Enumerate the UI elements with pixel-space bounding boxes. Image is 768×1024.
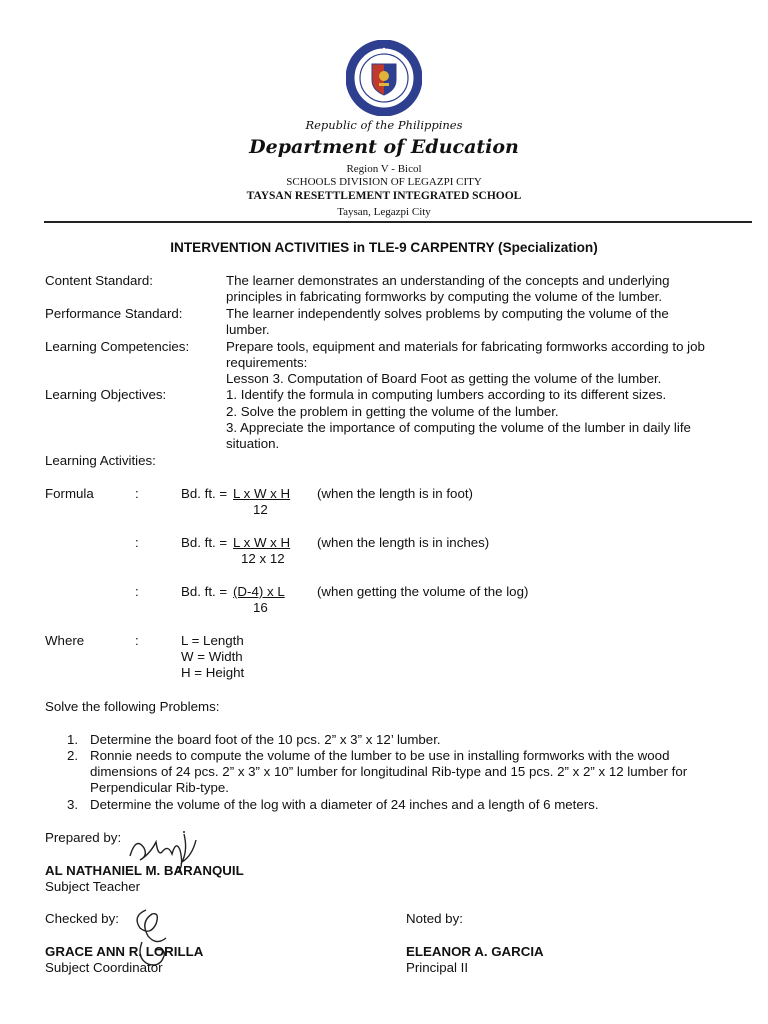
region-line: Region V - Bicol	[346, 163, 422, 175]
school-address: Taysan, Legazpi City	[337, 206, 431, 218]
seal-icon	[346, 40, 422, 116]
deped-seal	[346, 40, 422, 116]
lesson-text: Lesson 3. Computation of Board Foot as getting the volume of the lumber.	[226, 371, 662, 386]
formula-2-numerator: L x W x H	[233, 535, 291, 550]
problem-2-text: Ronnie needs to compute the volume of the lumber to be use in installing formworks with the wood dimensions of 24 pcs. 2” x 3” x 10” lumber for longitudinal Rib-type and 15 pcs. 2” x 2” x 12 lumber for Perpendicular Rib-type.	[90, 748, 688, 796]
formula-3-numerator: (D-4) x L	[233, 584, 285, 599]
formula-2-colon: :	[135, 535, 139, 550]
formula-label: Formula	[45, 486, 94, 501]
formula-1-note: (when the length is in foot)	[317, 486, 473, 501]
problem-3-number: 3.	[67, 797, 79, 812]
problem-2-number: 2.	[67, 748, 79, 763]
formula-1-colon: :	[135, 486, 139, 501]
noted-by-title: Principal II	[406, 960, 469, 975]
where-label: Where	[45, 633, 85, 648]
performance-standard-label: Performance Standard:	[45, 306, 183, 321]
formula-3-note: (when getting the volume of the log)	[317, 584, 529, 599]
formula-3-denominator: 16	[253, 600, 268, 615]
content-standard-text: The learner demonstrates an understanding of the concepts and underlying principles in fabricating formworks by computing the volume of the lumber.	[226, 273, 670, 305]
objective-3: 3. Appreciate the importance of computing the volume of the lumber in daily life situation.	[226, 420, 691, 452]
formula-3-prefix: Bd. ft. =	[181, 584, 228, 599]
formula-2-prefix: Bd. ft. =	[181, 535, 228, 550]
checked-by-name: GRACE ANN R. LORILLA	[45, 944, 204, 959]
formula-2-note: (when the length is in inches)	[317, 535, 490, 550]
problem-3-text: Determine the volume of the log with a diameter of 24 inches and a length of 6 meters.	[90, 797, 599, 812]
formula-2-denominator: 12 x 12	[241, 551, 285, 566]
checked-by-label: Checked by:	[45, 911, 119, 926]
prepared-by-label: Prepared by:	[45, 830, 122, 845]
formula-3-colon: :	[135, 584, 139, 599]
formula-1-numerator: L x W x H	[233, 486, 291, 501]
where-length: L = Length	[181, 633, 244, 648]
formula-1-prefix: Bd. ft. =	[181, 486, 228, 501]
problem-1-number: 1.	[67, 732, 79, 747]
where-height: H = Height	[181, 665, 245, 680]
formula-1-denominator: 12	[253, 502, 268, 517]
prepared-by-name: AL NATHANIEL M. BARANQUIL	[45, 863, 244, 878]
document-title: INTERVENTION ACTIVITIES in TLE-9 CARPENTRY (Specialization)	[170, 240, 598, 255]
noted-by-name: ELEANOR A. GARCIA	[406, 944, 544, 959]
problems-heading: Solve the following Problems:	[45, 699, 220, 714]
department-name: Department of Education	[249, 136, 519, 158]
content-standard-label: Content Standard:	[45, 273, 153, 288]
learning-objectives-label: Learning Objectives:	[45, 387, 167, 402]
where-colon: :	[135, 633, 139, 648]
division-line: SCHOOLS DIVISION OF LEGAZPI CITY	[286, 176, 482, 188]
learning-competencies-label: Learning Competencies:	[45, 339, 190, 354]
header-divider	[44, 221, 752, 223]
prepared-by-title: Subject Teacher	[45, 879, 141, 894]
noted-by-label: Noted by:	[406, 911, 463, 926]
problem-1-text: Determine the board foot of the 10 pcs. 2” x 3” x 12’ lumber.	[90, 732, 441, 747]
objective-1: 1. Identify the formula in computing lumbers according to its different sizes.	[226, 387, 667, 402]
where-width: W = Width	[181, 649, 243, 664]
checked-by-title: Subject Coordinator	[45, 960, 163, 975]
school-name: TAYSAN RESETTLEMENT INTEGRATED SCHOOL	[246, 190, 522, 202]
learning-activities-label: Learning Activities:	[45, 453, 156, 468]
performance-standard-text: The learner independently solves problems by computing the volume of the lumber.	[226, 306, 669, 338]
republic-line: Republic of the Philippines	[305, 118, 463, 132]
learning-competencies-text: Prepare tools, equipment and materials for fabricating formworks according to job requirements:	[226, 339, 705, 371]
objective-2: 2. Solve the problem in getting the volume of the lumber.	[226, 404, 559, 419]
